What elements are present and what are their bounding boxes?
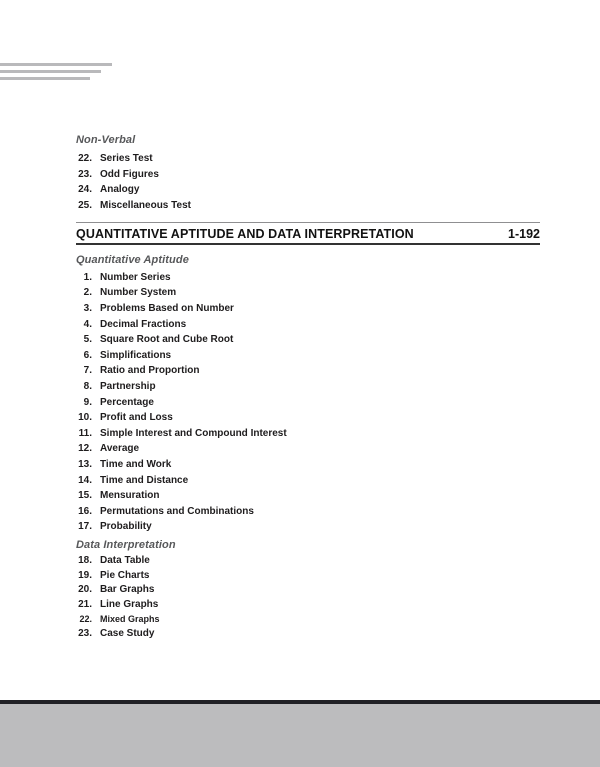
entry-number: 17.	[78, 521, 92, 533]
section-page-range: 1-192	[508, 226, 540, 241]
toc-entry	[76, 519, 540, 535]
entry-number: 21.	[78, 598, 92, 610]
group-heading-data-interpretation: Data Interpretation	[76, 538, 176, 551]
toc-entry	[76, 598, 540, 613]
toc-entry	[76, 473, 540, 489]
entry-number: 7.	[83, 365, 92, 377]
entry-label: Permutations and Combinations	[100, 505, 254, 517]
entry-label: Percentage	[100, 396, 154, 408]
entry-number: 25.	[78, 200, 92, 212]
section-header	[76, 222, 540, 245]
toc-entry	[76, 504, 540, 520]
entry-label: Analogy	[100, 184, 140, 196]
entry-number: 3.	[83, 303, 92, 314]
entry-number: 18.	[78, 554, 92, 566]
entry-number: 2.	[83, 287, 92, 299]
entry-label: Line Graphs	[100, 598, 159, 610]
toc-entry	[76, 569, 540, 584]
entry-label: Number System	[100, 287, 177, 299]
entry-number: 24.	[78, 184, 92, 196]
toc-entry	[76, 627, 540, 642]
entry-number: 4.	[83, 318, 92, 330]
entry-label: Miscellaneous Test	[100, 200, 191, 212]
toc-entry	[76, 441, 540, 457]
entry-number: 10.	[78, 412, 92, 424]
toc-entry	[76, 363, 540, 379]
toc-entry	[76, 348, 540, 364]
entry-number: 16.	[78, 505, 92, 517]
group-heading-quantitative-aptitude: Quantitative Aptitude	[76, 253, 189, 266]
toc-entry	[76, 198, 540, 214]
edge-bar	[0, 70, 101, 73]
entry-label: Simplifications	[100, 349, 172, 361]
entry-label: Series Test	[100, 153, 153, 164]
entry-label: Data Table	[100, 554, 150, 566]
entry-label: Bar Graphs	[100, 584, 155, 596]
entry-label: Odd Figures	[100, 168, 159, 180]
entry-label: Time and Distance	[100, 474, 189, 486]
toc-list-quantitative-aptitude	[76, 270, 540, 535]
toc-entry	[76, 379, 540, 395]
entry-number: 11.	[78, 427, 92, 439]
entry-label: Square Root and Cube Root	[100, 334, 234, 346]
entry-number: 14.	[78, 474, 92, 486]
entry-label: Case Study	[100, 627, 155, 639]
toc-entry	[76, 182, 540, 198]
entry-number: 15.	[78, 490, 92, 502]
group-heading-non-verbal: Non-Verbal	[76, 134, 136, 146]
toc-entry	[76, 457, 540, 473]
toc-entry	[76, 285, 540, 301]
entry-label: Ratio and Proportion	[100, 365, 200, 377]
section-title: QUANTITATIVE APTITUDE AND DATA INTERPRETATION	[76, 226, 414, 241]
entry-number: 12.	[78, 443, 92, 455]
entry-label: Mensuration	[100, 490, 160, 502]
edge-bar	[0, 63, 112, 66]
toc-entry	[76, 488, 540, 504]
toc-content	[76, 133, 540, 641]
bottom-gray-edge	[0, 704, 600, 767]
toc-entry	[76, 317, 540, 333]
entry-label: Average	[100, 443, 140, 455]
entry-label: Number Series	[100, 271, 171, 283]
entry-label: Decimal Fractions	[100, 318, 187, 330]
entry-number: 8.	[83, 380, 92, 392]
entry-label: Simple Interest and Compound Interest	[100, 427, 287, 439]
entry-label: Problems Based on Number	[100, 303, 234, 314]
entry-number: 9.	[83, 396, 92, 408]
toc-entry	[76, 583, 540, 598]
entry-number: 19.	[78, 569, 92, 581]
entry-number: 23.	[78, 168, 92, 180]
toc-entry	[76, 395, 540, 411]
entry-label: Pie Charts	[100, 569, 150, 581]
toc-entry	[76, 612, 540, 627]
toc-entry	[76, 426, 540, 442]
entry-number: 23.	[78, 627, 92, 639]
toc-entry	[76, 554, 540, 569]
entry-label: Probability	[100, 521, 152, 533]
entry-label: Time and Work	[100, 458, 172, 470]
toc-entry	[76, 410, 540, 426]
toc-entry	[76, 270, 540, 286]
entry-label: Partnership	[100, 380, 156, 392]
toc-list-data-interpretation	[76, 554, 540, 642]
toc-entry	[76, 151, 540, 167]
entry-number: 22.	[78, 153, 92, 164]
toc-entry	[76, 301, 540, 317]
entry-number: 6.	[83, 349, 92, 361]
toc-list-non-verbal	[76, 151, 540, 214]
entry-number: 5.	[83, 334, 92, 346]
entry-number: 22.	[79, 614, 92, 625]
edge-bar	[0, 77, 90, 80]
toc-entry	[76, 167, 540, 183]
toc-entry	[76, 332, 540, 348]
entry-number: 20.	[78, 584, 92, 596]
entry-label: Profit and Loss	[100, 412, 173, 424]
entry-number: 13.	[78, 458, 92, 470]
entry-label: Mixed Graphs	[100, 614, 160, 625]
entry-number: 1.	[83, 271, 92, 283]
